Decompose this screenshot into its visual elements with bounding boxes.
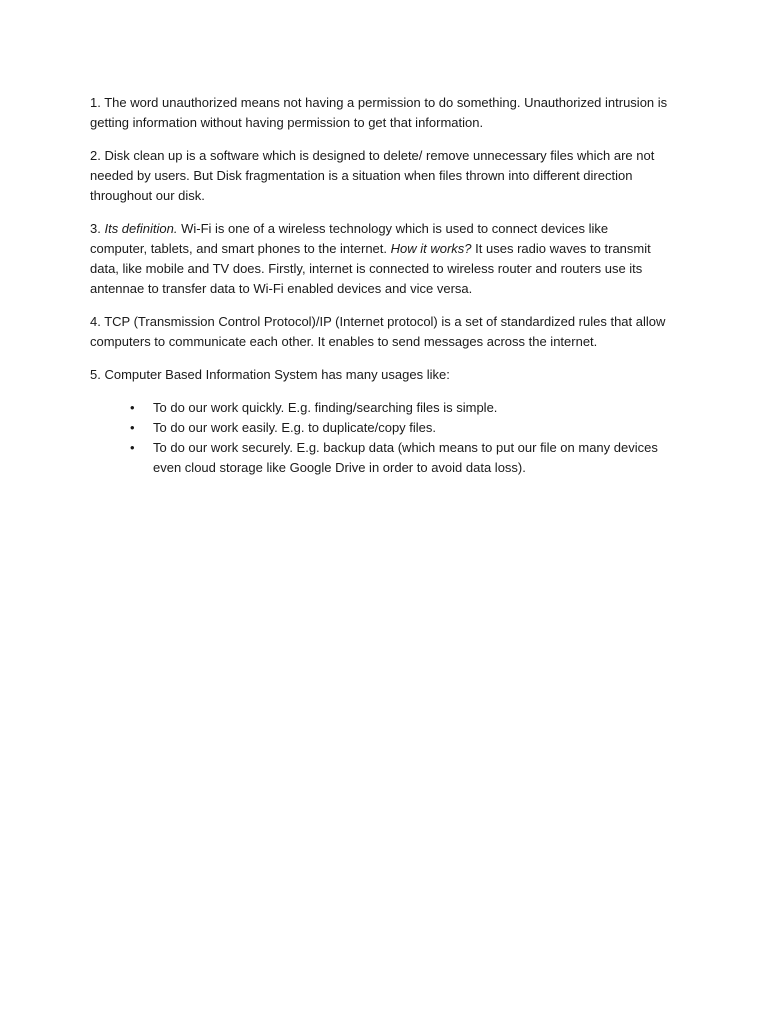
usage-bullet-list <box>90 398 680 478</box>
how-it-works-text: It uses radio waves to transmit data, like mobile and TV does. Firstly, internet is connected to wireless router and routers use its antennae to transfer data to Wi-Fi enabled devices and vice versa. <box>90 241 651 296</box>
paragraph-unauthorized <box>90 93 668 133</box>
paragraph-text: 1. The word unauthorized means not having a permission to do something. Unauthorized intrusion is getting information without having permission to get that information. <box>90 95 668 130</box>
paragraph-text: 5. Computer Based Information System has many usages like: <box>90 367 450 382</box>
list-item-text: To do our work easily. E.g. to duplicate/copy files. <box>153 420 437 435</box>
bullet-icon: • <box>130 400 135 415</box>
list-item <box>90 418 680 438</box>
bullet-icon: • <box>130 440 135 455</box>
definition-label: Its definition. <box>104 221 178 236</box>
list-item-text: To do our work securely. E.g. backup data (which means to put our file on many devices even cloud storage like Google Drive in order to avoid data loss). <box>153 440 658 475</box>
paragraph-wifi <box>90 219 668 299</box>
paragraph-cbis <box>90 365 668 385</box>
list-item <box>90 398 680 418</box>
definition-text: Wi-Fi is one of a wireless technology which is used to connect devices like computer, tablets, and smart phones to the internet. <box>90 221 609 256</box>
paragraph-number: 3. <box>90 221 105 236</box>
how-it-works-label: How it works? <box>390 241 472 256</box>
paragraph-disk-cleanup <box>90 146 668 206</box>
paragraph-text: 2. Disk clean up is a software which is designed to delete/ remove unnecessary files which are not needed by users. But Disk fragmentation is a situation when files thrown into different direction throughout our disk. <box>90 148 655 203</box>
paragraph-tcp-ip <box>90 312 668 352</box>
bullet-icon: • <box>130 420 135 435</box>
paragraph-text: 4. TCP (Transmission Control Protocol)/IP (Internet protocol) is a set of standardized rules that allow computers to communicate each other. It enables to send messages across the internet. <box>90 314 666 349</box>
list-item-text: To do our work quickly. E.g. finding/searching files is simple. <box>153 400 498 415</box>
list-item <box>90 438 680 478</box>
